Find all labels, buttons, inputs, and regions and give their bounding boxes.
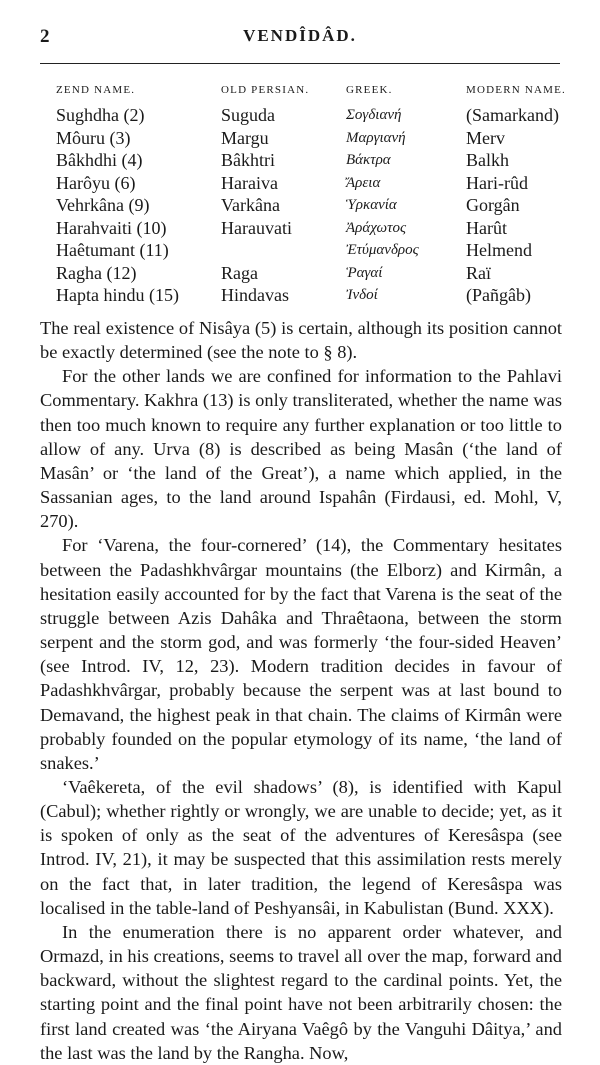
old-persian-cell: Margu <box>221 127 269 148</box>
zend-name-cell: Harahvaiti (10) <box>56 217 167 238</box>
column-header-modern: MODERN NAME. <box>466 84 566 96</box>
table-row <box>56 262 566 285</box>
greek-cell: Ἀράχωτος <box>346 219 407 236</box>
modern-name-cell: Hari-rûd <box>466 172 528 193</box>
greek-cell: Ἐτύμανδρος <box>346 242 419 258</box>
table-row <box>56 172 566 195</box>
zend-name-cell: Môuru (3) <box>56 127 131 148</box>
body-text <box>40 316 562 1065</box>
column-header-zend: ZEND NAME. <box>56 84 136 96</box>
modern-name-cell: Gorgân <box>466 195 520 215</box>
table-row <box>56 284 566 307</box>
modern-name-cell: Raï <box>466 262 491 283</box>
modern-name-cell: Balkh <box>466 150 509 170</box>
place-names-table <box>56 80 566 307</box>
zend-name-cell: Sughdha (2) <box>56 105 145 125</box>
greek-cell: Σογδιανή <box>346 107 402 123</box>
old-persian-cell: Bâkhtri <box>221 150 275 170</box>
old-persian-cell: Hindavas <box>221 285 289 305</box>
old-persian-cell: Harauvati <box>221 217 292 238</box>
table-body <box>56 104 566 307</box>
greek-cell: Ἰνδοί <box>346 287 378 303</box>
page-header <box>40 22 560 52</box>
column-header-old-persian: OLD PERSIAN. <box>221 84 310 96</box>
old-persian-cell: Raga <box>221 262 258 283</box>
paragraph: ‘Vaêkereta, of the evil shadows’ (8), is identified with Kapul (Cabul); whether rightly or wrongly, we are unable to decide; yet, as it is spoken of only as the seat of the adventures of Keresâspa (see Introd. IV, 21), it may be suspected that this assimilation rests merely on the fact that, in later tradition, the legend of Keresâspa was localised in the table-land of Peshyansâi, in Kabulistan (Bund. XXX). <box>40 776 562 918</box>
greek-cell: Ἄρεια <box>346 174 381 191</box>
greek-cell: Ὑρκανία <box>346 197 397 213</box>
greek-cell: Μαργιανή <box>346 129 406 146</box>
table-header-row <box>56 80 566 104</box>
old-persian-cell: Suguda <box>221 105 275 125</box>
old-persian-cell <box>221 239 346 262</box>
modern-name-cell: (Samarkand) <box>466 105 559 125</box>
zend-name-cell: Bâkhdhi (4) <box>56 150 143 170</box>
greek-cell: Βάκτρα <box>346 152 391 168</box>
column-header-greek: GREEK. <box>346 84 393 96</box>
table-row <box>56 149 566 172</box>
modern-name-cell: (Pañgâb) <box>466 285 531 305</box>
page-number: 2 <box>40 26 50 47</box>
running-title: VENDÎDÂD. <box>243 26 357 45</box>
table-row <box>56 239 566 262</box>
zend-name-cell: Hapta hindu (15) <box>56 285 179 305</box>
zend-name-cell: Ragha (12) <box>56 262 137 283</box>
paragraph: In the enumeration there is no apparent order whatever, and Ormazd, in his creations, seems to travel all over the map, forward and backward, without the slightest regard to the cardinal points. Yet, the starting point and the final point have not been arbitrarily chosen: the first land created was ‘the Airyana Vaêgô by the Vanguhi Dâitya,’ and the last was the land by the Rangha. Now, <box>40 921 562 1063</box>
paragraph: For ‘Varena, the four-cornered’ (14), the Commentary hesitates between the Padashkhvârgar mountains (the Elborz) and Kirmân, a hesitation easily accounted for by the fact that Varena is the seat of the struggle between Azis Dahâka and Thraêtaona, between the storm serpent and the storm god, and was formerly ‘the four-sided Heaven’ (see Introd. IV, 12, 23). Modern tradition decides in favour of Padashkhvârgar, probably because the serpent was at last bound to Demavand, the highest peak in that chain. The claims of Kirmân were probably founded on the popular etymology of its name, ‘the land of snakes.’ <box>40 535 562 773</box>
zend-name-cell: Vehrkâna (9) <box>56 195 150 215</box>
old-persian-cell: Haraiva <box>221 172 278 193</box>
table-row <box>56 127 566 150</box>
zend-name-cell: Harôyu (6) <box>56 172 136 193</box>
modern-name-cell: Merv <box>466 127 505 148</box>
table-row <box>56 194 566 217</box>
zend-name-cell: Haêtumant (11) <box>56 240 169 260</box>
modern-name-cell: Harût <box>466 217 507 238</box>
table-row <box>56 217 566 240</box>
header-rule <box>40 63 560 64</box>
paragraph: For the other lands we are confined for information to the Pahlavi Commentary. Kakhra (13) is only transliterated, whether the name was then too much known to require any further explanation or too little to allow of any. Urva (8) is described as being Masân (‘the land of Masân’ or ‘the land of the Great’), a name which applied, in the Sassanian ages, to the land around Ispahân (Firdausi, ed. Mohl, V, 270). <box>40 366 562 532</box>
table-row <box>56 104 566 127</box>
old-persian-cell: Varkâna <box>221 195 280 215</box>
paragraph: The real existence of Nisâya (5) is certain, although its position cannot be exactly determined (see the note to § 8). <box>40 318 562 363</box>
modern-name-cell: Helmend <box>466 240 532 260</box>
greek-cell: Ῥαγαί <box>346 264 383 281</box>
